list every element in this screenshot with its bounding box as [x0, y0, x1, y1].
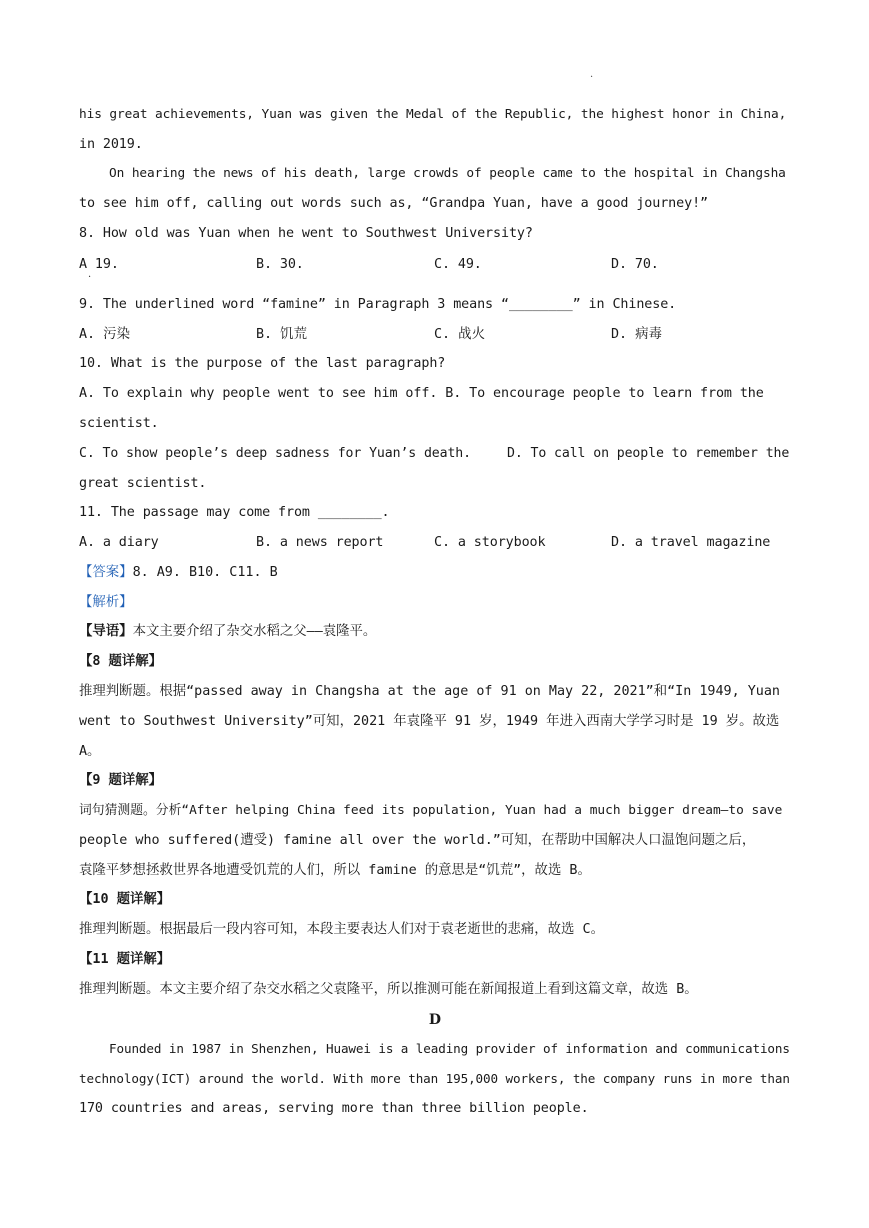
question-8-stem: 8. How old was Yuan when he went to Southwest University? [79, 226, 533, 241]
passage-d-heading: D [428, 1012, 442, 1028]
passage-line: 170 countries and areas, serving more than three billion people. [79, 1101, 589, 1116]
passage-line: his great achievements, Yuan was given the Medal of the Republic, the highest honor in China, [79, 107, 787, 122]
detail-8-text: 推理判断题。根据“passed away in Changsha at the age of 91 on May 22, 2021”和“In 1949, Yuan [79, 684, 780, 699]
detail-11-text: 推理判断题。本文主要介绍了杂交水稻之父袁隆平，所以推测可能在新闻报道上看到这篇文章，故选 B。 [79, 982, 698, 997]
detail-9-text: people who suffered(遭受) famine all over the world.”可知，在帮助中国解决人口温饱问题之后， [79, 833, 756, 848]
passage-line: to see him off, calling out words such as, “Grandpa Yuan, have a good journey!” [79, 196, 708, 211]
option-a: A 19. [79, 257, 119, 272]
option-c: C. 战火 [434, 327, 485, 342]
answer-text: 8. A9. B10. C11. B [132, 565, 278, 580]
option-d: D. a travel magazine [611, 535, 771, 550]
passage-line: in 2019. [79, 137, 143, 152]
detail-9-text: 词句猜测题。分析“After helping China feed its population, Yuan had a much bigger dream—to save [79, 803, 783, 818]
question-11-stem: 11. The passage may come from ________. [79, 505, 390, 520]
question-10-options: great scientist. [79, 476, 207, 491]
detail-10-text: 推理判断题。根据最后一段内容可知，本段主要表达人们对于袁老逝世的悲痛，故选 C。 [79, 922, 604, 937]
option-a: A. 污染 [79, 327, 130, 342]
option-d: D. 70. [611, 257, 659, 272]
detail-8-text: went to Southwest University”可知，2021 年袁隆平 91 岁，1949 年进入西南大学学习时是 19 岁。故选 [79, 714, 780, 729]
option-b: B. 饥荒 [256, 327, 307, 342]
passage-line: On hearing the news of his death, large crowds of people came to the hospital in Changsha [109, 166, 786, 181]
option-a: A. a diary [79, 535, 159, 550]
detail-8-label: 【8 题详解】 [79, 654, 163, 669]
option-c: C. a storybook [434, 535, 546, 550]
option-d: D. 病毒 [611, 327, 662, 342]
detail-9-label: 【9 题详解】 [79, 773, 163, 788]
header-mark: · [590, 72, 594, 83]
option-b: B. 30. [256, 257, 304, 272]
option-d: D. To call on people to remember the [507, 446, 790, 461]
guide-text: 本文主要介绍了杂交水稻之父——袁隆平。 [132, 624, 377, 639]
option-c: C. To show people’s deep sadness for Yuan’s death. [79, 446, 471, 461]
passage-line: technology(ICT) around the world. With more than 195,000 workers, the company runs in more than [79, 1071, 790, 1086]
detail-9-text: 袁隆平梦想拯救世界各地遭受饥荒的人们，所以 famine 的意思是“饥荒”，故选 B。 [79, 863, 591, 878]
guide-label: 【导语】 [79, 624, 133, 639]
question-9-stem: 9. The underlined word “famine” in Paragraph 3 means “________” in Chinese. [79, 297, 677, 312]
option-c: C. 49. [434, 257, 482, 272]
guide-row [79, 624, 376, 640]
detail-10-label: 【10 题详解】 [79, 892, 171, 907]
stray-dot: · [88, 272, 92, 283]
answer-label: 【答案】 [79, 565, 133, 580]
question-10-options: A. To explain why people went to see him off. B. To encourage people to learn from the [79, 386, 764, 401]
answer-row [79, 565, 278, 581]
option-b: B. a news report [256, 535, 384, 550]
analysis-label: 【解析】 [79, 595, 133, 610]
question-10-stem: 10. What is the purpose of the last paragraph? [79, 356, 446, 371]
detail-8-text: A。 [79, 744, 101, 759]
question-10-options: scientist. [79, 416, 159, 431]
passage-line: Founded in 1987 in Shenzhen, Huawei is a leading provider of information and communications [109, 1041, 790, 1056]
detail-11-label: 【11 题详解】 [79, 952, 171, 967]
